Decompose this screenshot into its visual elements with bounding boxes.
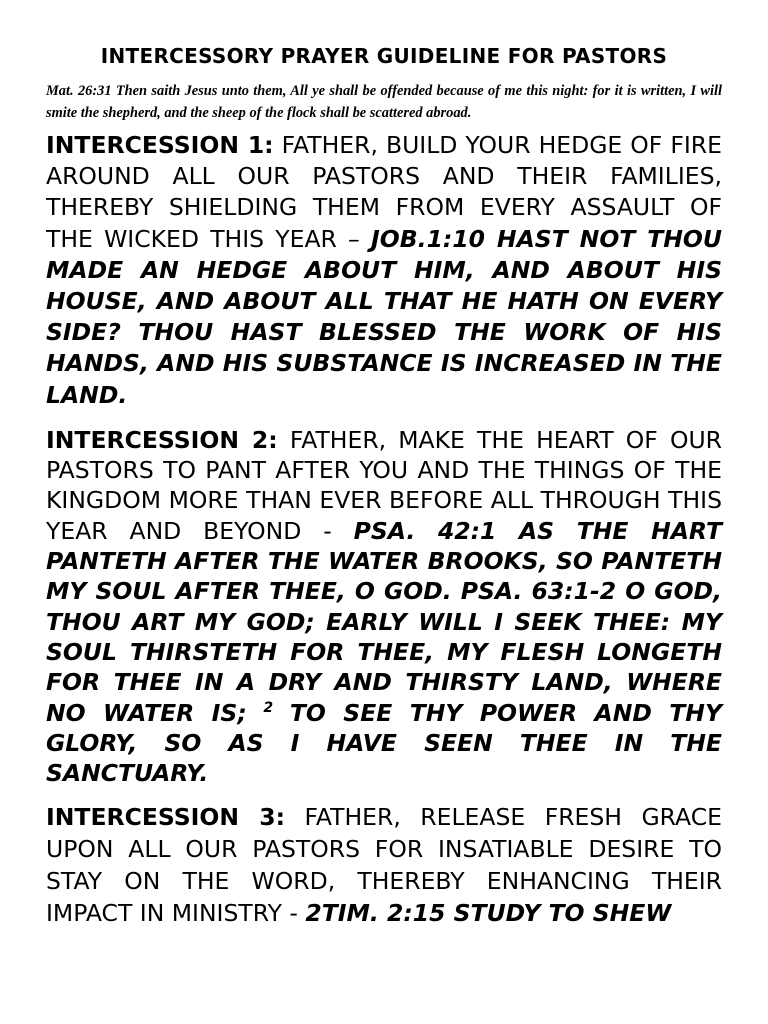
intercession-label: INTERCESSION 1: (46, 131, 274, 159)
intercession-label: INTERCESSION 3: (46, 803, 286, 832)
epigraph-verse: Mat. 26:31 Then saith Jesus unto them, All ye shall be offended because of me this night: for it is written, I will smite the shepherd, and the sheep of the flock shall be scattered abroad. (46, 83, 722, 121)
scripture-reference: JOB.1:10 HAST NOT THOU MADE AN HEDGE ABOUT HIM, AND ABOUT HIS HOUSE, AND ABOUT ALL THAT HE HATH ON EVERY SIDE? THOU HAST BLESSED THE WORK OF HIS HANDS, AND HIS SUBSTANCE IS INCREASED IN THE LAND. (46, 224, 722, 409)
intercession-2 (46, 425, 722, 789)
intercession-prayer: FATHER, BUILD YOUR HEDGE OF FIRE AROUND ALL OUR PASTORS AND THEIR FAMILIES, THEREBY SHIELDING THEM FROM EVERY ASSAULT OF THE WICKED THIS YEAR – (46, 131, 722, 253)
scripture-reference-continued: TO SEE THY POWER AND THY GLORY, SO AS I HAVE SEEN THEE IN THE SANCTUARY. (46, 698, 722, 788)
intercession-prayer: FATHER, RELEASE FRESH GRACE UPON ALL OUR PASTORS FOR INSATIABLE DESIRE TO STAY ON THE WORD, THEREBY ENHANCING THEIR IMPACT IN MINISTRY - (46, 803, 722, 927)
intercession-3 (46, 802, 722, 929)
intercession-label: INTERCESSION 2: (46, 425, 278, 454)
verse-number: 2 (263, 699, 274, 716)
page-title: INTERCESSORY PRAYER GUIDELINE FOR PASTORS (100, 44, 668, 68)
intercession-1 (46, 130, 722, 411)
scripture-reference: PSA. 42:1 AS THE HART PANTETH AFTER THE WATER BROOKS, SO PANTETH MY SOUL AFTER THEE, O GOD. PSA. 63:1-2 O GOD, THOU ART MY GOD; EARLY WILL I SEEK THEE: MY SOUL THIRSTETH FOR THEE, MY FLESH LONGETH FOR THEE IN A DRY AND THIRSTY LAND, WHERE NO WATER IS; (46, 516, 722, 727)
scripture-reference: 2TIM. 2:15 STUDY TO SHEW (305, 898, 672, 927)
intercession-prayer: FATHER, MAKE THE HEART OF OUR PASTORS TO PANT AFTER YOU AND THE THINGS OF THE KINGDOM MORE THAN EVER BEFORE ALL THROUGH THIS YEAR AND BEYOND - (46, 425, 722, 545)
